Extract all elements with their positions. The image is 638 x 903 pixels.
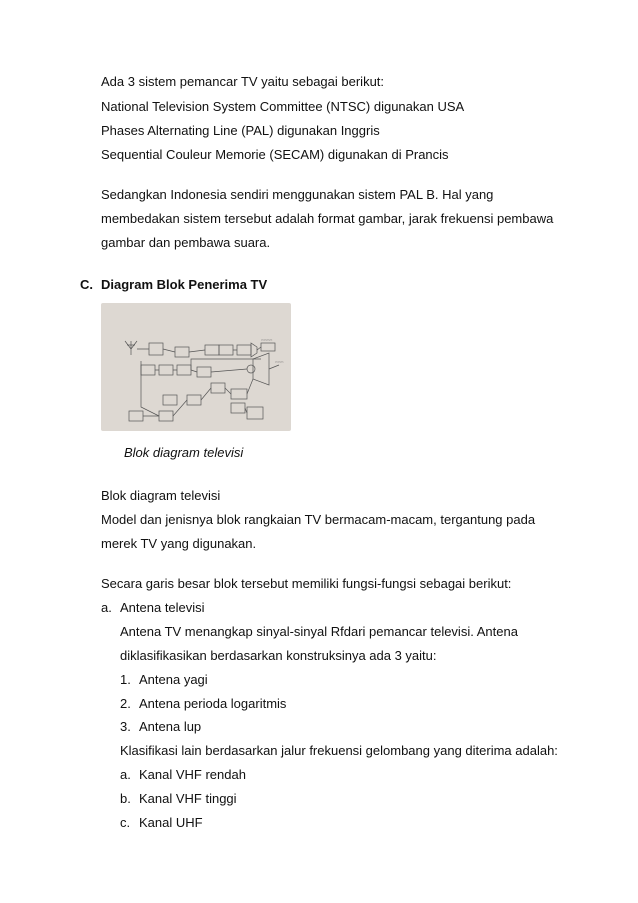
paragraph-line-2: membedakan sistem tersebut adalah format gambar, jarak frekuensi pembawa: [101, 211, 554, 226]
type-1-marker: 1.: [120, 672, 131, 687]
diagram-label: Blok diagram televisi: [101, 488, 221, 503]
channel-b-label: Kanal VHF tinggi: [139, 791, 237, 806]
tv-block-diagram-image: [101, 303, 291, 431]
system-pal: Phases Alternating Line (PAL) digunakan Inggris: [101, 123, 380, 138]
item-a-text-2: diklasifikasikan berdasarkan konstruksinya ada 3 yaitu:: [120, 648, 437, 663]
system-ntsc: National Television System Committee (NTSC) digunakan USA: [101, 99, 465, 114]
paragraph-line-1: Sedangkan Indonesia sendiri menggunakan sistem PAL B. Hal yang: [101, 187, 494, 202]
type-2-marker: 2.: [120, 696, 131, 711]
section-marker: C.: [80, 277, 93, 292]
svg-text:▭▭▭▭: ▭▭▭▭: [261, 338, 273, 342]
item-a-text-1: Antena TV menangkap sinyal-sinyal Rfdari pemancar televisi. Antena: [120, 624, 518, 639]
system-secam: Sequential Couleur Memorie (SECAM) digunakan di Prancis: [101, 147, 449, 162]
channel-a-marker: a.: [120, 767, 131, 782]
type-3-marker: 3.: [120, 719, 131, 734]
other-classification: Klasifikasi lain berdasarkan jalur frekuensi gelombang yang diterima adalah:: [120, 743, 558, 758]
section-title: Diagram Blok Penerima TV: [101, 277, 268, 292]
functions-lead: Secara garis besar blok tersebut memiliki fungsi-fungsi sebagai berikut:: [101, 576, 512, 591]
item-a-title: Antena televisi: [120, 600, 205, 615]
type-1-label: Antena yagi: [139, 672, 208, 687]
item-a-marker: a.: [101, 600, 112, 615]
description-line-2: merek TV yang digunakan.: [101, 536, 257, 551]
intro-lead: Ada 3 sistem pemancar TV yaitu sebagai berikut:: [101, 74, 385, 89]
diagram-caption: Blok diagram televisi: [124, 445, 244, 460]
tv-block-diagram-drawing: [101, 303, 291, 431]
channel-b-marker: b.: [120, 791, 131, 806]
paragraph-line-3: gambar dan pembawa suara.: [101, 235, 271, 250]
type-2-label: Antena perioda logaritmis: [139, 696, 287, 711]
description-line-1: Model dan jenisnya blok rangkaian TV bermacam-macam, tergantung pada: [101, 512, 536, 527]
channel-c-label: Kanal UHF: [139, 815, 203, 830]
channel-c-marker: c.: [120, 815, 131, 830]
type-3-label: Antena lup: [139, 719, 202, 734]
svg-text:▭▭▭: ▭▭▭: [275, 360, 284, 364]
channel-a-label: Kanal VHF rendah: [139, 767, 246, 782]
